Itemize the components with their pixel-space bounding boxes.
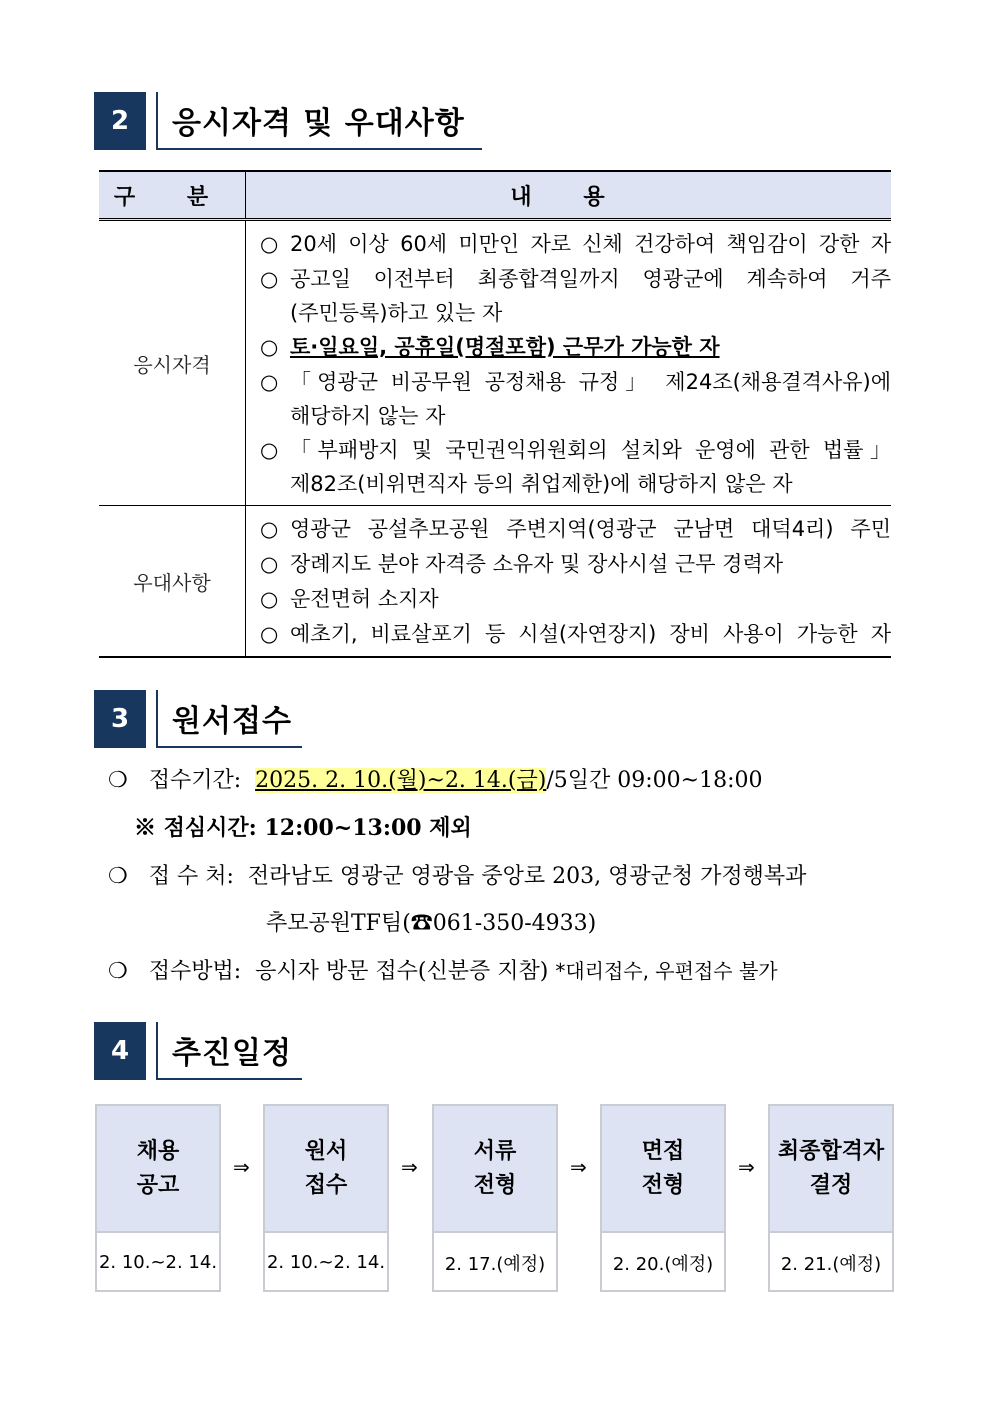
list-item-continuation: 해당하지 않는 자: [290, 404, 446, 428]
qualification-table: [99, 170, 891, 658]
list-item: ○ 장례지도 분야 자격증 소유자 및 장사시설 근무 경력자: [260, 552, 784, 576]
list-item: ○ 토·일요일, 공휴일(명절포함) 근무가 가능한 자: [260, 335, 720, 359]
step-date: 2. 10.~2. 14.: [98, 1252, 218, 1273]
method-note: *대리접수, 우편접수 불가: [555, 959, 778, 983]
place-value: 전라남도 영광군 영광읍 중앙로 203, 영광군청 가정행복과: [247, 864, 807, 889]
lunch-note: ※ 점심시간: 12:00~13:00 제외: [134, 815, 472, 841]
row-label-qualification: 응시자격: [99, 220, 246, 506]
application-period-row: ❍ 접수기간: 2025. 2. 10.(월)~2. 14.(금)/5일간 09:00~18:00: [108, 768, 763, 793]
emphasized-requirement: 토·일요일, 공휴일(명절포함) 근무가 가능한 자: [290, 335, 720, 359]
schedule-step: 최종합격자 결정 2. 21.(예정): [768, 1104, 894, 1292]
preference-items: [246, 506, 892, 658]
list-item: ○ 20세 이상 60세 미만인 자로 신체 건강하여 책임감이 강한 자: [260, 232, 891, 256]
table-header-row: [99, 171, 891, 220]
list-item: ○ 「부패방지 및 국민권익위원회의 설치와 운영에 관한 법률」: [260, 438, 891, 462]
list-item-continuation: (주민등록)하고 있는 자: [290, 301, 503, 325]
column-header-content: 내 용: [246, 171, 892, 220]
list-item-continuation: 제82조(비위면직자 등의 취업제한)에 해당하지 않은 자: [290, 472, 793, 496]
period-value: 2025. 2. 10.(월)~2. 14.(금): [255, 768, 547, 793]
application-place-row: ❍ 접 수 처: 전라남도 영광군 영광읍 중앙로 203, 영광군청 가정행복과: [108, 864, 807, 889]
qualification-items: [246, 220, 892, 506]
place-label: 접 수 처:: [148, 864, 234, 889]
section-number: 2: [94, 92, 146, 150]
period-label: 접수기간:: [148, 768, 242, 793]
step-date: 2. 20.(예정): [612, 1253, 714, 1275]
list-item: ○ 예초기, 비료살포기 등 시설(자연장지) 장비 사용이 가능한 자: [260, 622, 891, 646]
section-number: 3: [94, 690, 146, 748]
method-label: 접수방법:: [148, 959, 242, 984]
section-title: 응시자격 및 우대사항: [156, 92, 482, 150]
method-value: 응시자 방문 접수(신분증 지참): [255, 959, 549, 984]
arrow-right-icon: ⇒: [401, 1155, 418, 1179]
column-header-category: 구 분: [99, 171, 246, 220]
place-value-continuation: 추모공원TF팀(☎061-350-4933): [266, 911, 597, 936]
schedule-step: 원서 접수 2. 10.~2. 14.: [263, 1104, 389, 1292]
step-date: 2. 17.(예정): [444, 1253, 546, 1275]
list-item: ○ 영광군 공설추모공원 주변지역(영광군 군남면 대덕4리) 주민: [260, 517, 891, 541]
schedule-step: 면접 전형 2. 20.(예정): [600, 1104, 726, 1292]
step-date: 2. 21.(예정): [780, 1253, 882, 1275]
schedule-step: 서류 전형 2. 17.(예정): [432, 1104, 558, 1292]
step-date: 2. 10.~2. 14.: [266, 1252, 386, 1273]
row-label-preference: 우대사항: [99, 506, 246, 658]
list-item: ○ 운전면허 소지자: [260, 587, 439, 611]
table-row: [99, 220, 891, 506]
arrow-right-icon: ⇒: [233, 1155, 250, 1179]
schedule-step: 채용 공고 2. 10.~2. 14.: [95, 1104, 221, 1292]
list-item: ○ 「영광군 비공무원 공정채용 규정」 제24조(채용결격사유)에: [260, 370, 891, 394]
list-item: ○ 공고일 이전부터 최종합격일까지 영광군에 계속하여 거주: [260, 267, 891, 291]
arrow-right-icon: ⇒: [570, 1155, 587, 1179]
section-title: 추진일정: [156, 1022, 302, 1080]
period-rest: /5일간 09:00~18:00: [546, 768, 763, 793]
arrow-right-icon: ⇒: [738, 1155, 755, 1179]
section-title: 원서접수: [156, 690, 302, 748]
application-method-row: ❍ 접수방법: 응시자 방문 접수(신분증 지참) *대리접수, 우편접수 불가: [108, 959, 778, 984]
section-number: 4: [94, 1022, 146, 1080]
table-row: [99, 506, 891, 658]
